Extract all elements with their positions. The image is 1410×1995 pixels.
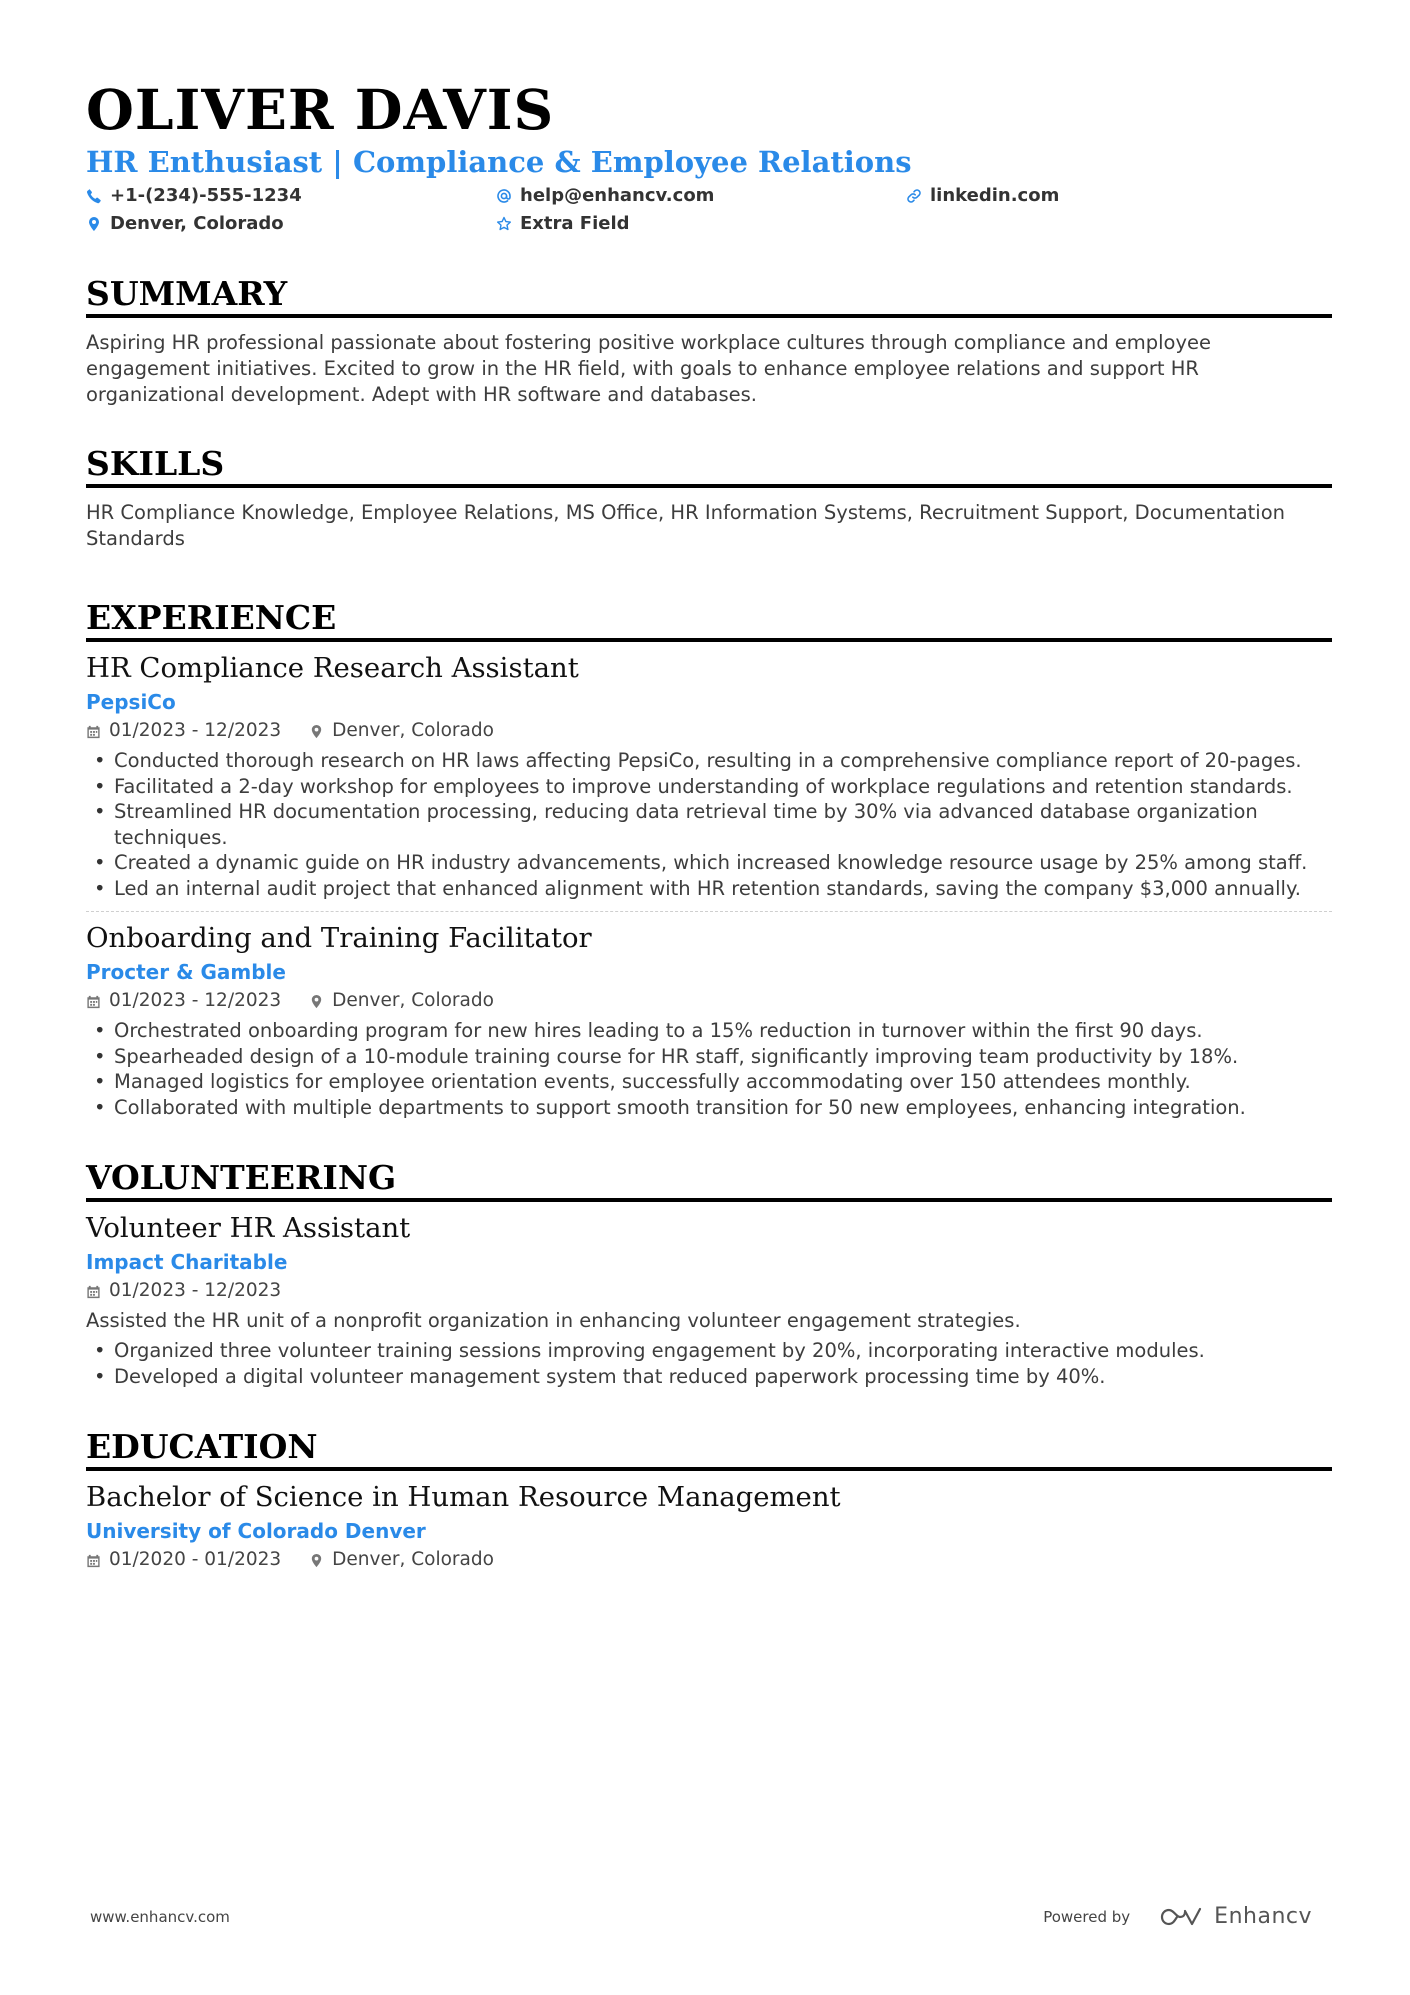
bullet-item: • Led an internal audit project that enhanced alignment with HR retention standards, saving the company $3,000 annually.	[86, 876, 1332, 902]
page-footer	[90, 1904, 1312, 1929]
bullet-item: • Organized three volunteer training sessions improving engagement by 20%, incorporating interactive modules.	[86, 1338, 1332, 1364]
candidate-name: OLIVER DAVIS	[86, 77, 555, 142]
volunteer-meta	[86, 1278, 1332, 1304]
link-icon	[906, 188, 922, 204]
job-meta	[86, 718, 1332, 744]
enhancv-logo-icon	[1158, 1905, 1204, 1929]
job-bullets	[86, 1018, 1332, 1120]
job-location-text: Denver, Colorado	[332, 990, 494, 1011]
education-entry	[86, 1471, 1332, 1573]
skills-heading: SKILLS	[86, 444, 1332, 488]
experience-entry	[86, 642, 1332, 912]
bullet-item: • Spearheaded design of a 10-module training course for HR staff, significantly improving team productivity by 18%.	[86, 1044, 1332, 1070]
degree-title: Bachelor of Science in Human Resource Management	[86, 1481, 841, 1513]
bullet-item: • Collaborated with multiple departments to support smooth transition for 50 new employees, enhancing integration.	[86, 1095, 1332, 1121]
job-dates-text: 01/2023 - 12/2023	[109, 990, 282, 1011]
contact-extra-text: Extra Field	[520, 213, 630, 234]
bullet-item: • Streamlined HR documentation processing, reducing data retrieval time by 30% via advanced database organization techniques.	[86, 799, 1332, 850]
bullet-item: • Conducted thorough research on HR laws affecting PepsiCo, resulting in a comprehensive compliance report of 20-pages.	[86, 748, 1332, 774]
company-name: PepsiCo	[86, 690, 176, 714]
contact-extra	[496, 212, 906, 236]
experience-section	[86, 598, 1332, 1120]
resume-page	[86, 78, 1332, 1573]
education-dates-text: 01/2020 - 01/2023	[109, 1549, 282, 1570]
location-icon	[309, 1553, 324, 1568]
education-location-text: Denver, Colorado	[332, 1549, 494, 1570]
school-name: University of Colorado Denver	[86, 1519, 426, 1543]
volunteer-bullets	[86, 1338, 1332, 1389]
calendar-icon	[86, 724, 101, 739]
enhancv-brand-text: Enhancv	[1214, 1904, 1312, 1929]
footer-url[interactable]: www.enhancv.com	[90, 1907, 230, 1926]
powered-by-label: Powered by	[1043, 1907, 1131, 1926]
job-location-text: Denver, Colorado	[332, 720, 494, 741]
contact-phone-text: +1-(234)-555-1234	[110, 185, 302, 206]
skills-text: HR Compliance Knowledge, Employee Relations, MS Office, HR Information Systems, Recruitment Support, Documentation Standards	[86, 501, 1286, 550]
contact-email-text: help@enhancv.com	[520, 185, 715, 206]
calendar-icon	[86, 994, 101, 1009]
powered-by	[1043, 1904, 1312, 1929]
skills-section	[86, 444, 1332, 552]
at-icon	[496, 188, 512, 204]
bullet-item: • Orchestrated onboarding program for new hires leading to a 15% reduction in turnover within the first 90 days.	[86, 1018, 1332, 1044]
contact-linkedin[interactable]	[906, 184, 1306, 208]
enhancv-logo[interactable]	[1158, 1904, 1312, 1929]
bullet-item: • Managed logistics for employee orientation events, successfully accommodating over 150 attendees monthly.	[86, 1069, 1332, 1095]
calendar-icon	[86, 1284, 101, 1299]
phone-icon	[86, 188, 102, 204]
job-bullets	[86, 748, 1332, 901]
volunteer-dates	[86, 1278, 281, 1304]
job-meta	[86, 988, 1332, 1014]
location-icon	[309, 994, 324, 1009]
volunteer-dates-text: 01/2023 - 12/2023	[109, 1280, 282, 1301]
education-location	[309, 1547, 494, 1573]
education-heading: EDUCATION	[86, 1427, 1332, 1471]
candidate-headline: HR Enthusiast | Compliance & Employee Relations	[86, 145, 912, 179]
location-icon	[309, 724, 324, 739]
contact-list	[86, 184, 1332, 236]
experience-heading: EXPERIENCE	[86, 598, 1332, 642]
job-title: Onboarding and Training Facilitator	[86, 922, 592, 954]
contact-phone[interactable]	[86, 184, 496, 208]
volunteering-heading: VOLUNTEERING	[86, 1158, 1332, 1202]
bullet-item: • Facilitated a 2-day workshop for employees to improve understanding of workplace regulations and retention standards.	[86, 774, 1332, 800]
volunteer-role: Volunteer HR Assistant	[86, 1212, 411, 1244]
job-location	[309, 718, 494, 744]
summary-section	[86, 274, 1332, 408]
contact-email[interactable]	[496, 184, 906, 208]
education-dates	[86, 1547, 281, 1573]
volunteering-entry	[86, 1202, 1332, 1389]
company-name: Procter & Gamble	[86, 960, 286, 984]
contact-linkedin-text: linkedin.com	[930, 185, 1060, 206]
job-location	[309, 988, 494, 1014]
summary-text: Aspiring HR professional passionate about fostering positive workplace cultures through compliance and employee engagement initiatives. Excited to grow in the HR field, with goals to enhance employee relations and support HR organizational development. Adept with HR software and databases.	[86, 331, 1212, 406]
contact-location	[86, 212, 496, 236]
job-dates-text: 01/2023 - 12/2023	[109, 720, 282, 741]
job-dates	[86, 988, 281, 1014]
volunteer-description: Assisted the HR unit of a nonprofit organization in enhancing volunteer engagement strategies.	[86, 1309, 1021, 1332]
bullet-item: • Developed a digital volunteer management system that reduced paperwork processing time by 40%.	[86, 1364, 1332, 1390]
location-icon	[86, 216, 102, 232]
summary-heading: SUMMARY	[86, 274, 1332, 318]
star-icon	[496, 216, 512, 232]
organization-name: Impact Charitable	[86, 1250, 288, 1274]
bullet-item: • Created a dynamic guide on HR industry advancements, which increased knowledge resource usage by 25% among staff.	[86, 850, 1332, 876]
contact-location-text: Denver, Colorado	[110, 213, 284, 234]
experience-entry	[86, 912, 1332, 1120]
education-meta	[86, 1547, 1332, 1573]
job-dates	[86, 718, 281, 744]
calendar-icon	[86, 1553, 101, 1568]
job-title: HR Compliance Research Assistant	[86, 652, 579, 684]
volunteering-section	[86, 1158, 1332, 1389]
education-section	[86, 1427, 1332, 1573]
